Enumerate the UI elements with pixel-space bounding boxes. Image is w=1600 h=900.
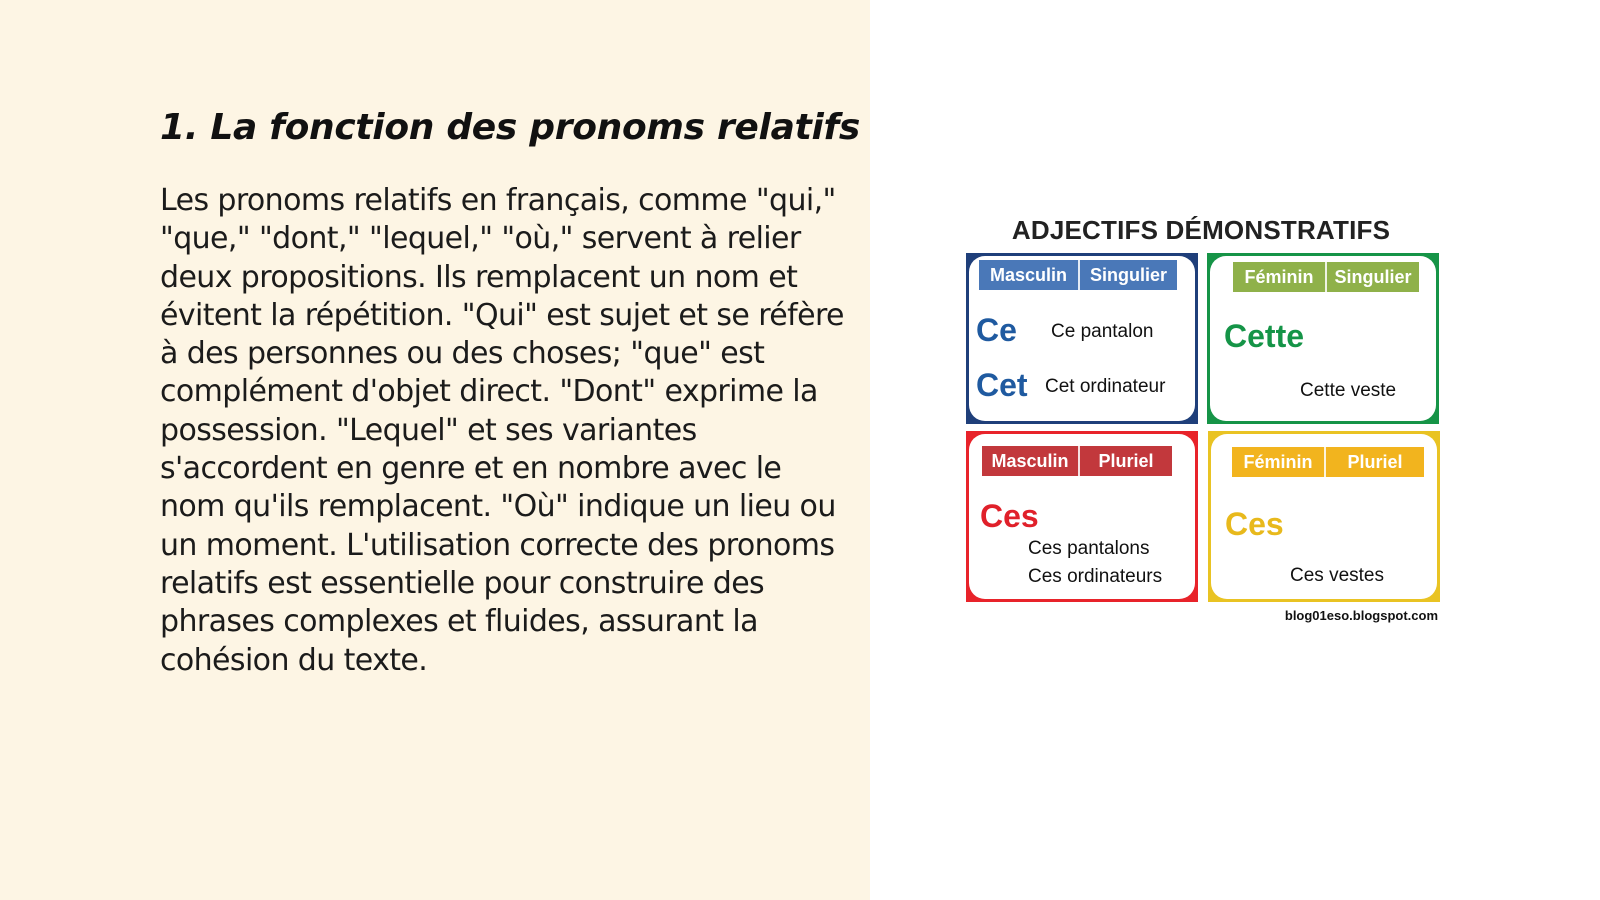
word-cet: Cet <box>976 367 1028 403</box>
tag-gender: Féminin <box>1244 266 1314 287</box>
example-cet-ordinateur: Cet ordinateur <box>1045 376 1166 397</box>
tag-gender: Masculin <box>989 264 1068 285</box>
demonstrative-adjectives-infographic <box>960 205 1442 635</box>
tag-bar <box>979 260 1177 290</box>
card-inner <box>969 434 1195 599</box>
word-ce: Ce <box>976 312 1017 348</box>
tag-gender: Masculin <box>991 450 1069 471</box>
example-ce-pantalon: Ce pantalon <box>1051 321 1154 342</box>
slide-heading: 1. La fonction des pronoms relatifs <box>160 107 861 148</box>
word-cette: Cette <box>1224 318 1305 354</box>
card-feminin-pluriel <box>1208 431 1440 602</box>
card-masculin-singulier <box>966 253 1198 424</box>
slide-body-text: Les pronoms relatifs en français, comme "qui," "que," "dont," "lequel," "où," servent à relier deux propositions. Ils remplacent un nom et évitent la répétition. "Qui" est sujet et se réfère à des personnes ou des choses; "que" est complément d'objet direct. "Dont" exprime la possession. "Lequel" et ses variantes s'accordent en genre et en nombre avec le nom qu'ils remplacent. "Où" indique un lieu ou un moment. L'utilisation correcte des pronoms relatifs est essentielle pour construire des phrases complexes et fluides, assurant la cohésion du texte. <box>160 183 844 678</box>
example-ces-vestes: Ces vestes <box>1290 565 1384 586</box>
source-credit: blog01eso.blogspot.com <box>1284 608 1438 623</box>
card-feminin-singulier <box>1207 253 1439 424</box>
tag-number: Singulier <box>1078 260 1177 290</box>
infographic-title: ADJECTIFS DÉMONSTRATIFS <box>1011 215 1391 245</box>
example-ces-pantalons: Ces pantalons <box>1028 538 1150 559</box>
tag-bar <box>1233 262 1419 292</box>
tag-bar <box>1232 447 1424 477</box>
card-inner <box>1211 434 1437 599</box>
word-ces: Ces <box>1225 506 1284 542</box>
card-inner <box>1210 256 1436 421</box>
example-cette-veste: Cette veste <box>1300 380 1397 401</box>
tag-number: Singulier <box>1325 262 1419 292</box>
tag-gender: Féminin <box>1243 451 1313 472</box>
tag-bar <box>982 446 1172 476</box>
card-inner <box>969 256 1195 421</box>
example-ces-ordinateurs: Ces ordinateurs <box>1028 566 1163 587</box>
card-masculin-pluriel <box>966 431 1198 602</box>
tag-number: Pluriel <box>1324 447 1424 477</box>
tag-number: Pluriel <box>1078 446 1172 476</box>
word-ces: Ces <box>980 498 1039 534</box>
